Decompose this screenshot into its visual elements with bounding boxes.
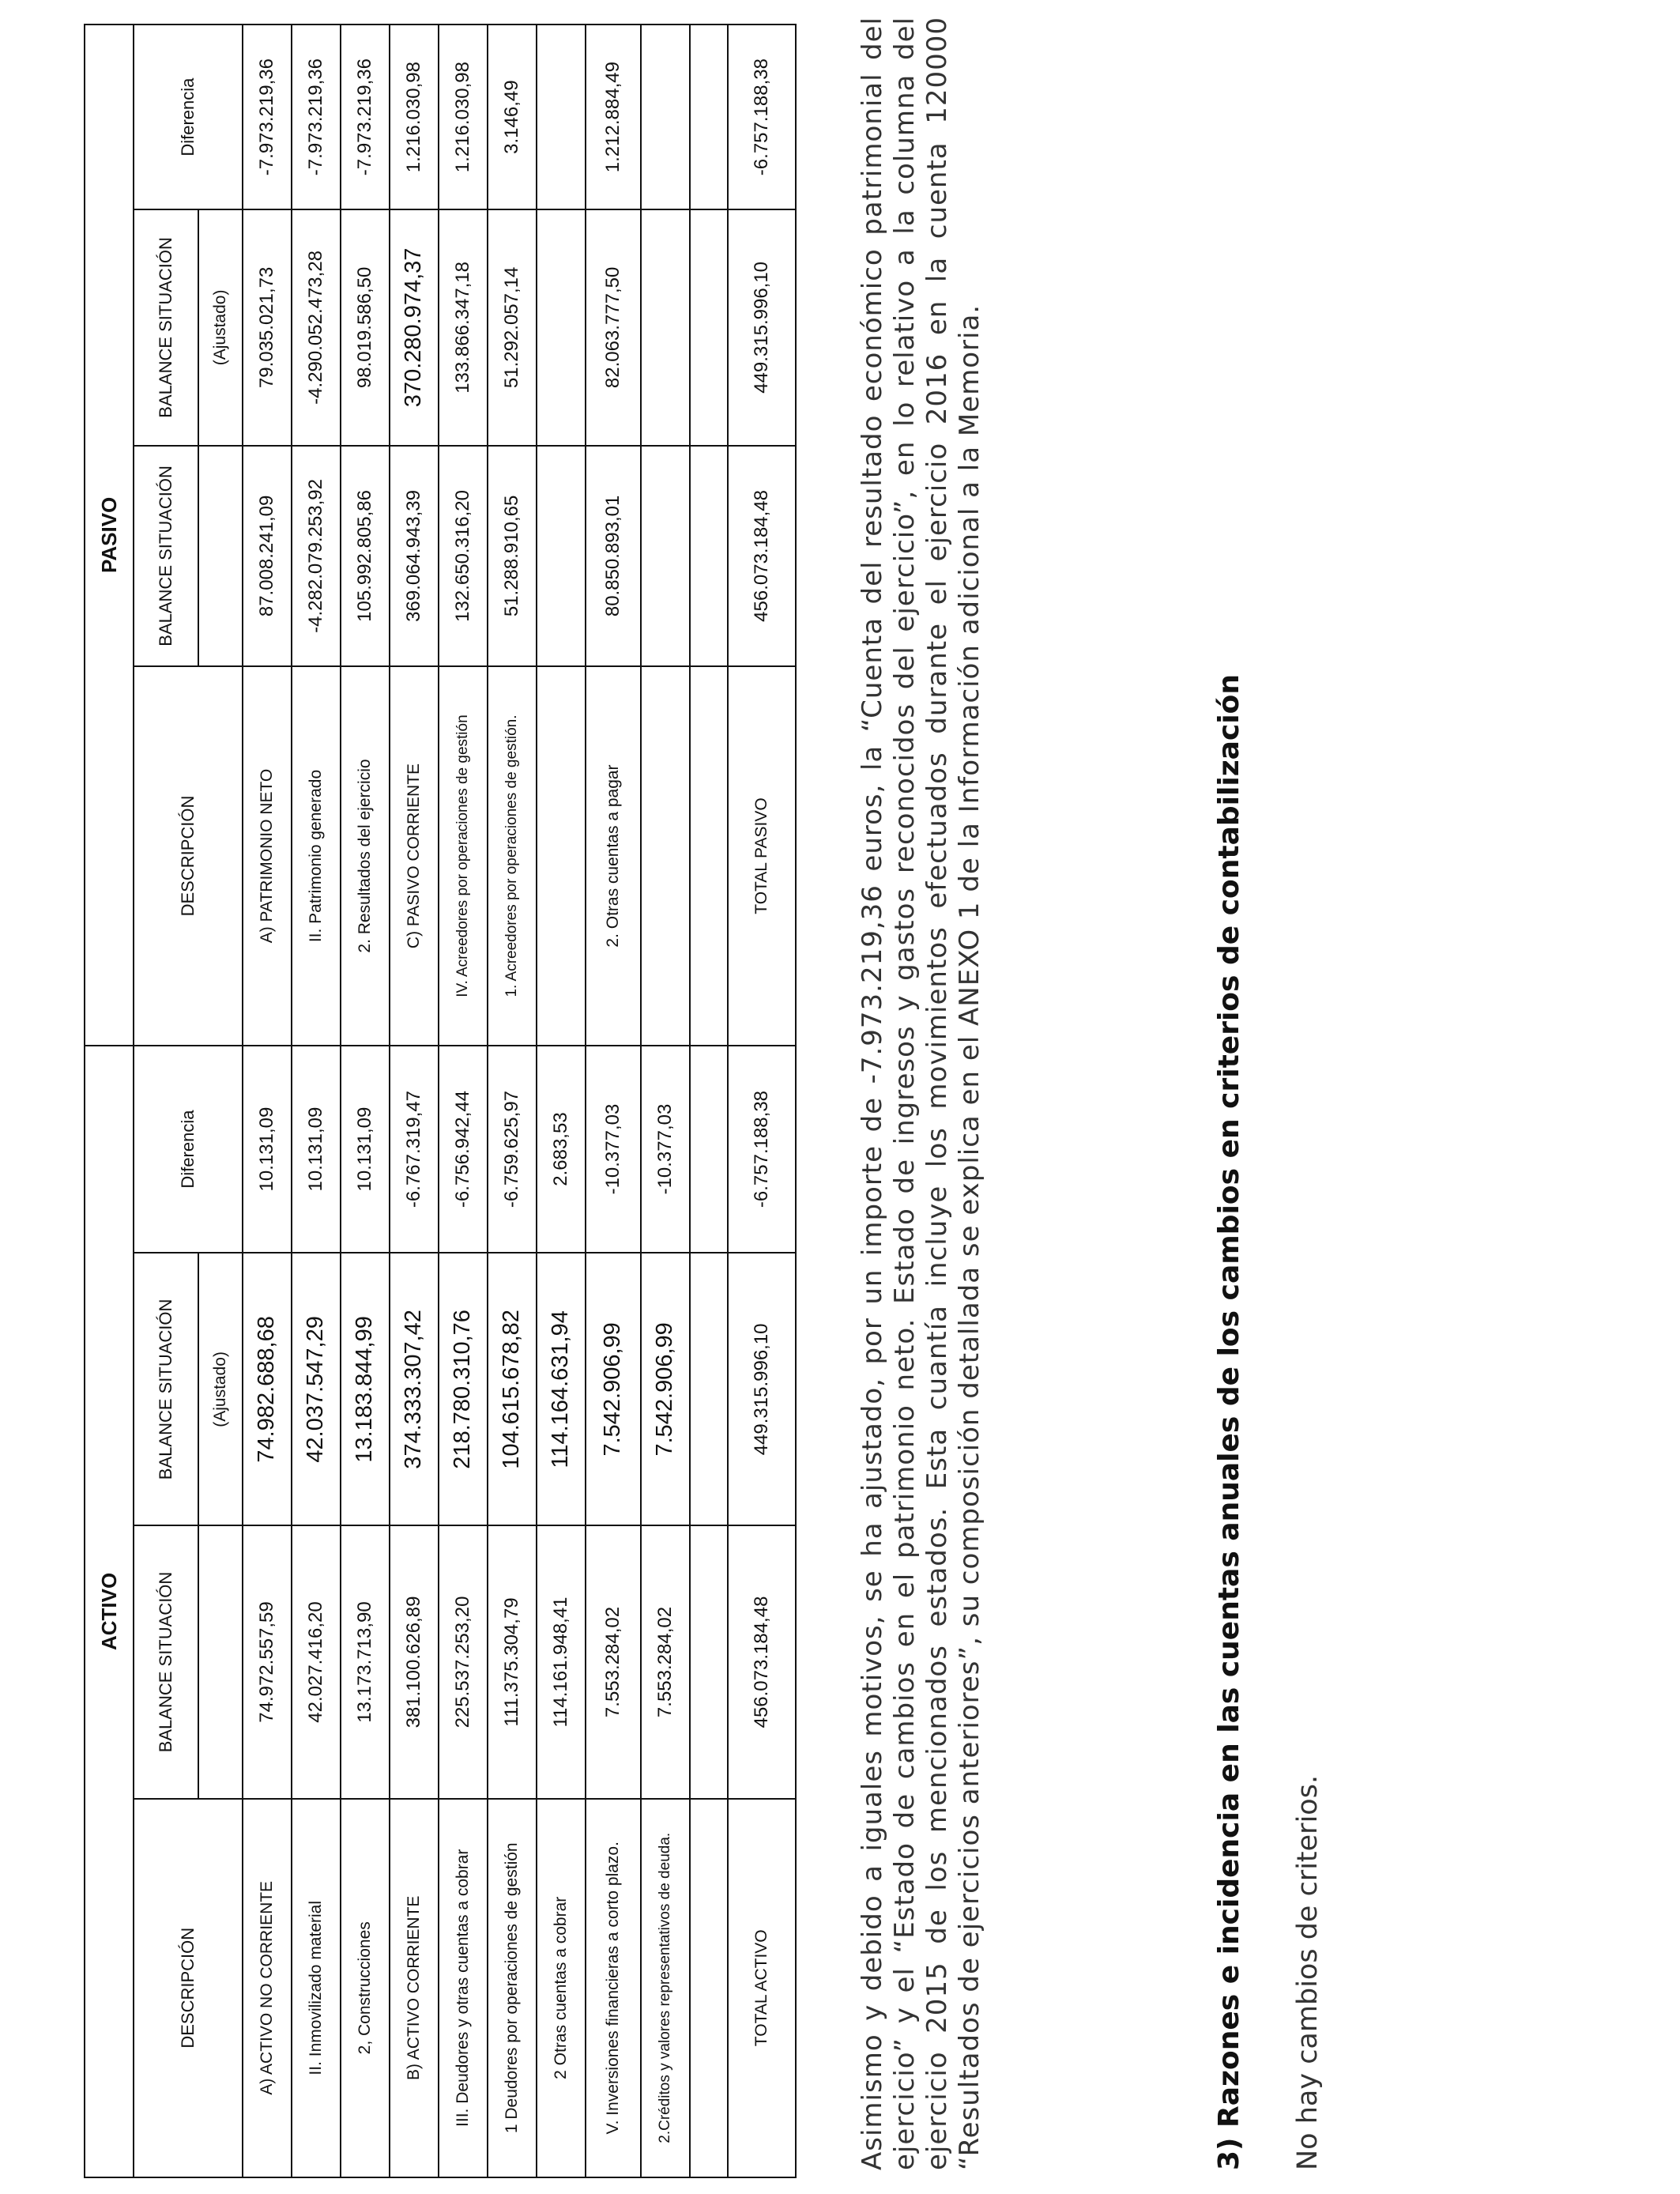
pasivo-col-balance: BALANCE SITUACIÓN	[134, 446, 198, 667]
pasivo-ajustado: 370.280.974,37	[390, 209, 439, 445]
activo-ajustado: 7.542.906,99	[586, 1253, 641, 1525]
pasivo-balance: -4.282.079.253,92	[292, 446, 341, 667]
pasivo-desc	[641, 666, 690, 1045]
pasivo-ajustado-label: (Ajustado)	[198, 209, 243, 445]
activo-balance: 7.553.284,02	[586, 1525, 641, 1798]
pasivo-col-diferencia: Diferencia	[134, 25, 243, 209]
table-row	[292, 25, 341, 2177]
table-row-total	[728, 25, 796, 2177]
table-row	[243, 25, 292, 2177]
pasivo-desc: II. Patrimonio generado	[292, 666, 341, 1045]
table-row-spacer	[690, 25, 728, 2177]
pasivo-balance: 369.064.943,39	[390, 446, 439, 667]
pasivo-ajustado	[641, 209, 690, 445]
pasivo-ajustado: 82.063.777,50	[586, 209, 641, 445]
pasivo-col-balance-ajustado: BALANCE SITUACIÓN	[134, 209, 198, 445]
table-row	[586, 25, 641, 2177]
pasivo-ajustado: 133.866.347,18	[439, 209, 488, 445]
pasivo-desc: A) PATRIMONIO NETO	[243, 666, 292, 1045]
activo-desc: V. Inversiones financieras a corto plazo.	[586, 1799, 641, 2177]
pasivo-ajustado: 98.019.586,50	[341, 209, 390, 445]
table-row	[390, 25, 439, 2177]
total-pasivo-diferencia: -6.757.188,38	[728, 25, 796, 209]
activo-diferencia: 2.683,53	[537, 1046, 586, 1253]
activo-balance: 42.027.416,20	[292, 1525, 341, 1798]
total-pasivo-ajustado: 449.315.996,10	[728, 209, 796, 445]
pasivo-desc: IV. Acreedores por operaciones de gestión	[439, 666, 488, 1045]
activo-col-balance-ajustado: BALANCE SITUACIÓN	[134, 1253, 198, 1525]
pasivo-col-descripcion: DESCRIPCIÓN	[134, 666, 243, 1045]
activo-ajustado: 13.183.844,99	[341, 1253, 390, 1525]
activo-diferencia: -6.759.625,97	[488, 1046, 537, 1253]
balance-table	[84, 24, 797, 2178]
activo-balance: 7.553.284,02	[641, 1525, 690, 1798]
activo-desc: A) ACTIVO NO CORRIENTE	[243, 1799, 292, 2177]
activo-diferencia: 10.131,09	[243, 1046, 292, 1253]
pasivo-diferencia: 1.216.030,98	[439, 25, 488, 209]
pasivo-balance: 51.288.910,65	[488, 446, 537, 667]
pasivo-header: PASIVO	[85, 25, 134, 1046]
activo-desc: 2, Construcciones	[341, 1799, 390, 2177]
table-row	[537, 25, 586, 2177]
table-row	[641, 25, 690, 2177]
activo-balance: 381.100.626,89	[390, 1525, 439, 1798]
pasivo-balance: 87.008.241,09	[243, 446, 292, 667]
activo-balance-sub	[198, 1525, 243, 1798]
activo-diferencia: -6.756.942,44	[439, 1046, 488, 1253]
total-pasivo-label: TOTAL PASIVO	[728, 666, 796, 1045]
activo-col-balance: BALANCE SITUACIÓN	[134, 1525, 198, 1798]
activo-diferencia: -10.377,03	[641, 1046, 690, 1253]
total-activo-label: TOTAL ACTIVO	[728, 1799, 796, 2177]
pasivo-ajustado: 51.292.057,14	[488, 209, 537, 445]
pasivo-balance-sub	[198, 446, 243, 667]
activo-desc: 2.Créditos y valores representativos de deuda.	[641, 1799, 690, 2177]
activo-ajustado: 114.164.631,94	[537, 1253, 586, 1525]
pasivo-desc: 2. Otras cuentas a pagar	[586, 666, 641, 1045]
activo-ajustado: 42.037.547,29	[292, 1253, 341, 1525]
pasivo-diferencia: -7.973.219,36	[341, 25, 390, 209]
pasivo-balance: 80.850.893,01	[586, 446, 641, 667]
pasivo-desc: 1. Acreedores por operaciones de gestión.	[488, 666, 537, 1045]
pasivo-balance	[537, 446, 586, 667]
activo-ajustado: 218.780.310,76	[439, 1253, 488, 1525]
activo-col-descripcion: DESCRIPCIÓN	[134, 1799, 243, 2177]
activo-diferencia: -6.767.319,47	[390, 1046, 439, 1253]
activo-diferencia: 10.131,09	[341, 1046, 390, 1253]
activo-diferencia: 10.131,09	[292, 1046, 341, 1253]
activo-ajustado: 74.982.688,68	[243, 1253, 292, 1525]
pasivo-balance: 105.992.805,86	[341, 446, 390, 667]
pasivo-desc	[537, 666, 586, 1045]
table-row	[439, 25, 488, 2177]
pasivo-desc: 2. Resultados del ejercicio	[341, 666, 390, 1045]
activo-balance: 74.972.557,59	[243, 1525, 292, 1798]
table-row	[488, 25, 537, 2177]
pasivo-diferencia	[537, 25, 586, 209]
total-activo-balance: 456.073.184,48	[728, 1525, 796, 1798]
activo-diferencia: -10.377,03	[586, 1046, 641, 1253]
activo-desc: 2 Otras cuentas a cobrar	[537, 1799, 586, 2177]
total-activo-ajustado: 449.315.996,10	[728, 1253, 796, 1525]
pasivo-diferencia: -7.973.219,36	[243, 25, 292, 209]
adjustment-paragraph: Asimismo y debido a iguales motivos, se ha ajustado, por un importe de -7.973.219,36 euros, la “Cuenta del resultado económico patrimonial del ejercicio” y el “Estado de cambios en el patrimonio neto. Estado de ingresos y gastos reconocidos del ejercicio”, en lo relativo a la columna del ejercicio 2015 de los mencionados estados. Esta cuantía incluye los movimientos efectuados durante el ejercicio 2016 en la cuenta 120000 “Resultados de ejercicios anteriores”, su composición detallada se explica en el ANEXO 1 de la Información adicional a la Memoria.	[857, 17, 985, 2170]
activo-desc: B) ACTIVO CORRIENTE	[390, 1799, 439, 2177]
pasivo-diferencia	[641, 25, 690, 209]
activo-col-diferencia: Diferencia	[134, 1046, 243, 1253]
pasivo-balance: 132.650.316,20	[439, 446, 488, 667]
total-activo-diferencia: -6.757.188,38	[728, 1046, 796, 1253]
pasivo-balance	[641, 446, 690, 667]
activo-ajustado-label: (Ajustado)	[198, 1253, 243, 1525]
section-title: 3) Razones e incidencia en las cuentas anuales de los cambios en criterios de contabilización	[1213, 674, 1245, 2170]
activo-ajustado: 374.333.307,42	[390, 1253, 439, 1525]
pasivo-ajustado	[537, 209, 586, 445]
pasivo-diferencia: 3.146,49	[488, 25, 537, 209]
section-text: No hay cambios de criterios.	[1292, 1774, 1324, 2170]
pasivo-diferencia: -7.973.219,36	[292, 25, 341, 209]
total-pasivo-balance: 456.073.184,48	[728, 446, 796, 667]
pasivo-ajustado: -4.290.052.473,28	[292, 209, 341, 445]
activo-balance: 13.173.713,90	[341, 1525, 390, 1798]
pasivo-diferencia: 1.212.884,49	[586, 25, 641, 209]
pasivo-ajustado: 79.035.021,73	[243, 209, 292, 445]
activo-ajustado: 104.615.678,82	[488, 1253, 537, 1525]
pasivo-desc: C) PASIVO CORRIENTE	[390, 666, 439, 1045]
activo-desc: 1 Deudores por operaciones de gestión	[488, 1799, 537, 2177]
activo-balance: 225.537.253,20	[439, 1525, 488, 1798]
activo-ajustado: 7.542.906,99	[641, 1253, 690, 1525]
activo-desc: II. Inmovilizado material	[292, 1799, 341, 2177]
activo-balance: 114.161.948,41	[537, 1525, 586, 1798]
activo-balance: 111.375.304,79	[488, 1525, 537, 1798]
table-row	[341, 25, 390, 2177]
pasivo-diferencia: 1.216.030,98	[390, 25, 439, 209]
activo-header: ACTIVO	[85, 1046, 134, 2177]
activo-desc: III. Deudores y otras cuentas a cobrar	[439, 1799, 488, 2177]
